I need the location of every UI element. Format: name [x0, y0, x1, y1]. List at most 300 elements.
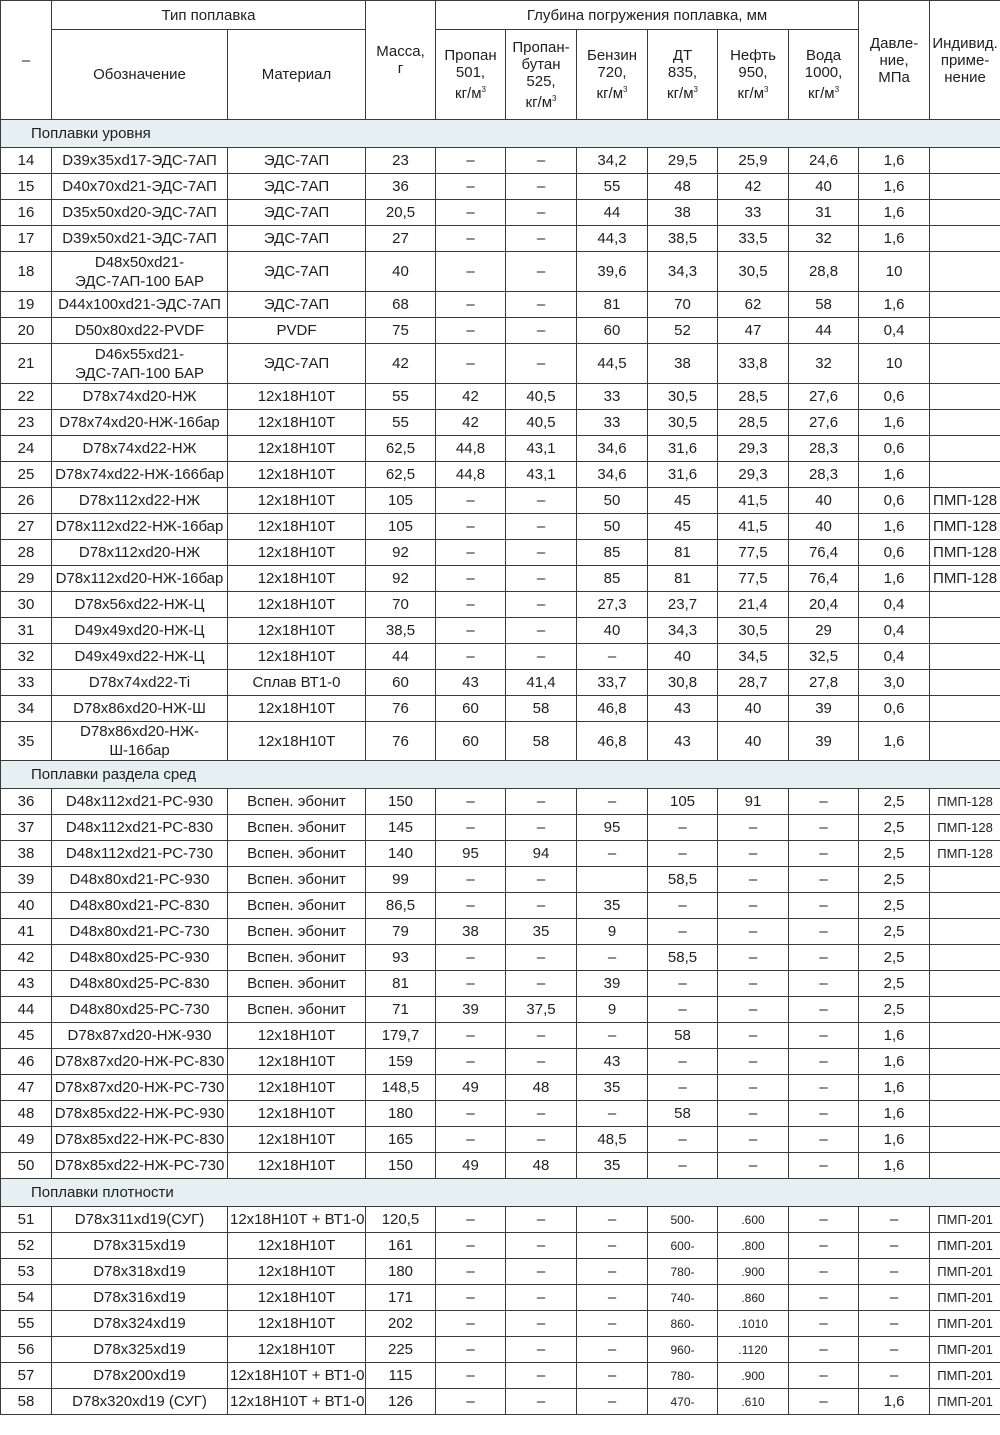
pressure-value: –	[859, 1207, 930, 1233]
row-number: 57	[1, 1363, 52, 1389]
depth-oil: 29,3	[718, 436, 789, 462]
table-header	[1, 1, 1000, 120]
float-material: 12х18Н10Т	[228, 1233, 366, 1259]
depth-propane: 44,8	[436, 462, 506, 488]
depth-gasoline: –	[577, 1207, 648, 1233]
pressure-value: 1,6	[859, 1101, 930, 1127]
depth-oil: 21,4	[718, 592, 789, 618]
individual-use	[930, 867, 1000, 893]
section-row	[1, 1179, 1000, 1207]
depth-gasoline: –	[577, 1023, 648, 1049]
depth-diesel: –	[648, 1153, 718, 1179]
depth-oil: –	[718, 1101, 789, 1127]
depth-oil: –	[718, 1023, 789, 1049]
depth-oil: 40	[718, 722, 789, 761]
float-mass: 55	[366, 410, 436, 436]
depth-propane: 39	[436, 997, 506, 1023]
table-row	[1, 1337, 1000, 1363]
header-individual-use: Индивид. приме- нение	[930, 1, 1000, 120]
section-title: Поплавки раздела сред	[1, 761, 1000, 789]
depth-propane-butane: –	[506, 514, 577, 540]
float-designation: D49x49xd22-НЖ-Ц	[52, 644, 228, 670]
depth-gasoline: –	[577, 1233, 648, 1259]
depth-diesel: 780-	[648, 1259, 718, 1285]
row-number: 21	[1, 344, 52, 384]
individual-use	[930, 1049, 1000, 1075]
depth-diesel: 38	[648, 200, 718, 226]
depth-oil: 41,5	[718, 514, 789, 540]
depth-propane: –	[436, 971, 506, 997]
table-row	[1, 867, 1000, 893]
pressure-value: –	[859, 1363, 930, 1389]
float-material: 12х18Н10Т	[228, 514, 366, 540]
row-number: 18	[1, 252, 52, 292]
float-designation: D40x70xd21-ЭДС-7АП	[52, 174, 228, 200]
float-designation: D78x85xd22-НЖ-РС-930	[52, 1101, 228, 1127]
depth-diesel: 740-	[648, 1285, 718, 1311]
depth-propane: –	[436, 867, 506, 893]
float-material: 12х18Н10Т	[228, 1311, 366, 1337]
depth-water: 27,8	[789, 670, 859, 696]
depth-propane: 44,8	[436, 436, 506, 462]
float-material: 12х18Н10Т	[228, 1153, 366, 1179]
depth-propane-butane: 58	[506, 722, 577, 761]
depth-diesel: –	[648, 841, 718, 867]
depth-propane-butane: –	[506, 1337, 577, 1363]
depth-water: –	[789, 1233, 859, 1259]
float-designation: D78x112xd20-НЖ	[52, 540, 228, 566]
depth-propane-butane: –	[506, 1233, 577, 1259]
pressure-value: 1,6	[859, 722, 930, 761]
float-designation: D78x311xd19(СУГ)	[52, 1207, 228, 1233]
depth-gasoline: 34,6	[577, 462, 648, 488]
row-number: 51	[1, 1207, 52, 1233]
float-material: 12х18Н10Т + ВТ1-0	[228, 1363, 366, 1389]
float-mass: 115	[366, 1363, 436, 1389]
row-number: 33	[1, 670, 52, 696]
depth-oil: 25,9	[718, 148, 789, 174]
depth-propane-butane: –	[506, 174, 577, 200]
table-row	[1, 540, 1000, 566]
float-mass: 140	[366, 841, 436, 867]
depth-propane-butane: –	[506, 318, 577, 344]
float-mass: 38,5	[366, 618, 436, 644]
float-material: 12х18Н10Т	[228, 592, 366, 618]
depth-water: –	[789, 841, 859, 867]
row-number: 44	[1, 997, 52, 1023]
table-row	[1, 292, 1000, 318]
depth-propane-butane: 48	[506, 1075, 577, 1101]
table-row	[1, 841, 1000, 867]
pressure-value: 1,6	[859, 1023, 930, 1049]
table-row	[1, 1285, 1000, 1311]
float-mass: 60	[366, 670, 436, 696]
float-material: 12х18Н10Т	[228, 1101, 366, 1127]
float-mass: 180	[366, 1101, 436, 1127]
depth-diesel: 43	[648, 722, 718, 761]
depth-propane: 60	[436, 722, 506, 761]
depth-propane-butane: –	[506, 971, 577, 997]
depth-diesel: 31,6	[648, 436, 718, 462]
float-mass: 171	[366, 1285, 436, 1311]
float-designation: D48x112xd21-РС-830	[52, 815, 228, 841]
depth-water: 27,6	[789, 410, 859, 436]
float-designation: D50x80xd22-PVDF	[52, 318, 228, 344]
depth-oil: 77,5	[718, 566, 789, 592]
depth-gasoline: 27,3	[577, 592, 648, 618]
individual-use: ПМП-201	[930, 1363, 1000, 1389]
table-row	[1, 462, 1000, 488]
table-row	[1, 1023, 1000, 1049]
depth-water: –	[789, 1075, 859, 1101]
float-mass: 105	[366, 514, 436, 540]
float-mass: 71	[366, 997, 436, 1023]
header-oil: Нефть 950, $кг/м^3$	[718, 30, 789, 120]
depth-oil: –	[718, 1127, 789, 1153]
depth-propane: –	[436, 1363, 506, 1389]
depth-gasoline: –	[577, 789, 648, 815]
depth-water: –	[789, 1127, 859, 1153]
table-row	[1, 722, 1000, 761]
table-row	[1, 1233, 1000, 1259]
individual-use	[930, 200, 1000, 226]
table-row	[1, 1127, 1000, 1153]
depth-oil: –	[718, 867, 789, 893]
depth-oil: .1120	[718, 1337, 789, 1363]
individual-use	[930, 436, 1000, 462]
depth-oil: 30,5	[718, 252, 789, 292]
pressure-value: 1,6	[859, 1153, 930, 1179]
float-designation: D48x80xd21-РС-930	[52, 867, 228, 893]
depth-diesel: 58	[648, 1101, 718, 1127]
table-row	[1, 1075, 1000, 1101]
depth-diesel: –	[648, 815, 718, 841]
table-row	[1, 997, 1000, 1023]
individual-use: ПМП-128	[930, 789, 1000, 815]
individual-use	[930, 971, 1000, 997]
table-row	[1, 410, 1000, 436]
depth-diesel: 38	[648, 344, 718, 384]
row-number: 42	[1, 945, 52, 971]
depth-diesel: 38,5	[648, 226, 718, 252]
table-row	[1, 384, 1000, 410]
depth-water: 76,4	[789, 566, 859, 592]
float-mass: 70	[366, 592, 436, 618]
row-number: 47	[1, 1075, 52, 1101]
depth-diesel: 34,3	[648, 252, 718, 292]
pressure-value: 3,0	[859, 670, 930, 696]
depth-gasoline: 48,5	[577, 1127, 648, 1153]
header-propane: Пропан 501, $кг/м^3$	[436, 30, 506, 120]
float-mass: 150	[366, 789, 436, 815]
float-mass: 62,5	[366, 436, 436, 462]
pressure-value: 1,6	[859, 1389, 930, 1415]
float-material: Вспен. эбонит	[228, 945, 366, 971]
depth-water: –	[789, 945, 859, 971]
depth-propane-butane: –	[506, 344, 577, 384]
row-number: 54	[1, 1285, 52, 1311]
float-mass: 161	[366, 1233, 436, 1259]
depth-gasoline: 95	[577, 815, 648, 841]
depth-diesel: –	[648, 919, 718, 945]
row-number: 17	[1, 226, 52, 252]
depth-water: 28,8	[789, 252, 859, 292]
pressure-value: 1,6	[859, 1049, 930, 1075]
row-number: 22	[1, 384, 52, 410]
float-designation: D78x86xd20-НЖ-Ш	[52, 696, 228, 722]
float-designation: D78x320xd19 (СУГ)	[52, 1389, 228, 1415]
float-designation: D78x86xd20-НЖ-Ш-16бар	[52, 722, 228, 761]
depth-propane-butane: –	[506, 1023, 577, 1049]
header-material: Материал	[228, 30, 366, 120]
float-material: 12х18Н10Т	[228, 462, 366, 488]
depth-diesel: 600-	[648, 1233, 718, 1259]
depth-diesel: 500-	[648, 1207, 718, 1233]
individual-use: ПМП-201	[930, 1337, 1000, 1363]
depth-propane-butane: –	[506, 1285, 577, 1311]
individual-use	[930, 1101, 1000, 1127]
depth-gasoline: 33	[577, 410, 648, 436]
float-designation: D78x85xd22-НЖ-РС-830	[52, 1127, 228, 1153]
individual-use	[930, 893, 1000, 919]
table-row	[1, 618, 1000, 644]
table-row	[1, 1259, 1000, 1285]
float-designation: D78x87xd20-НЖ-930	[52, 1023, 228, 1049]
depth-water: –	[789, 997, 859, 1023]
individual-use	[930, 592, 1000, 618]
table-row	[1, 919, 1000, 945]
depth-propane: –	[436, 174, 506, 200]
header-number: –	[1, 1, 52, 120]
depth-water: 76,4	[789, 540, 859, 566]
depth-water: 29	[789, 618, 859, 644]
section-title: Поплавки плотности	[1, 1179, 1000, 1207]
depth-gasoline: 46,8	[577, 722, 648, 761]
depth-diesel: 45	[648, 514, 718, 540]
pressure-value: 10	[859, 252, 930, 292]
pressure-value: 0,6	[859, 488, 930, 514]
depth-propane: –	[436, 1389, 506, 1415]
float-material: ЭДС-7АП	[228, 292, 366, 318]
pressure-value: 1,6	[859, 514, 930, 540]
depth-propane: –	[436, 1207, 506, 1233]
depth-water: 32	[789, 344, 859, 384]
table-row	[1, 344, 1000, 384]
depth-propane: 49	[436, 1075, 506, 1101]
depth-gasoline: 35	[577, 1153, 648, 1179]
header-designation: Обозначение	[52, 30, 228, 120]
depth-propane-butane: –	[506, 540, 577, 566]
depth-water: –	[789, 1389, 859, 1415]
pressure-value: 1,6	[859, 174, 930, 200]
depth-gasoline: 81	[577, 292, 648, 318]
depth-oil: –	[718, 1153, 789, 1179]
depth-propane: –	[436, 252, 506, 292]
individual-use	[930, 670, 1000, 696]
pressure-value: 2,5	[859, 841, 930, 867]
pressure-value: 2,5	[859, 867, 930, 893]
depth-oil: .800	[718, 1233, 789, 1259]
float-mass: 225	[366, 1337, 436, 1363]
float-material: Вспен. эбонит	[228, 893, 366, 919]
depth-propane-butane: –	[506, 618, 577, 644]
individual-use	[930, 1075, 1000, 1101]
float-mass: 148,5	[366, 1075, 436, 1101]
depth-propane: –	[436, 1285, 506, 1311]
individual-use	[930, 344, 1000, 384]
depth-gasoline: –	[577, 1389, 648, 1415]
individual-use	[930, 945, 1000, 971]
depth-diesel: –	[648, 1049, 718, 1075]
depth-diesel: –	[648, 1075, 718, 1101]
float-designation: D78x324xd19	[52, 1311, 228, 1337]
depth-gasoline: 43	[577, 1049, 648, 1075]
depth-gasoline: 35	[577, 893, 648, 919]
depth-gasoline: –	[577, 841, 648, 867]
table-row	[1, 1311, 1000, 1337]
pressure-value: 2,5	[859, 945, 930, 971]
depth-gasoline: 33	[577, 384, 648, 410]
individual-use	[930, 252, 1000, 292]
depth-propane-butane: –	[506, 1127, 577, 1153]
float-designation: D78x74xd20-НЖ-16бар	[52, 410, 228, 436]
depth-oil: .900	[718, 1363, 789, 1389]
section-row	[1, 761, 1000, 789]
depth-oil: –	[718, 815, 789, 841]
depth-water: –	[789, 815, 859, 841]
depth-propane-butane: 35	[506, 919, 577, 945]
depth-diesel: 30,8	[648, 670, 718, 696]
header-mass: Масса, г	[366, 1, 436, 120]
depth-propane-butane: –	[506, 893, 577, 919]
depth-water: 28,3	[789, 436, 859, 462]
float-material: 12х18Н10Т	[228, 540, 366, 566]
depth-propane: –	[436, 1233, 506, 1259]
pressure-value: 2,5	[859, 997, 930, 1023]
float-material: 12х18Н10Т	[228, 1127, 366, 1153]
row-number: 25	[1, 462, 52, 488]
depth-propane-butane: –	[506, 292, 577, 318]
individual-use: ПМП-128	[930, 815, 1000, 841]
float-mass: 93	[366, 945, 436, 971]
depth-water: –	[789, 919, 859, 945]
depth-oil: 30,5	[718, 618, 789, 644]
float-mass: 81	[366, 971, 436, 997]
depth-gasoline: –	[577, 1311, 648, 1337]
table-row	[1, 226, 1000, 252]
depth-oil: –	[718, 893, 789, 919]
individual-use: ПМП-128	[930, 514, 1000, 540]
depth-gasoline: –	[577, 1101, 648, 1127]
pressure-value: 1,6	[859, 292, 930, 318]
header-immersion-depth: Глубина погружения поплавка, мм	[436, 1, 859, 30]
individual-use: ПМП-201	[930, 1311, 1000, 1337]
row-number: 36	[1, 789, 52, 815]
table-row	[1, 670, 1000, 696]
depth-propane-butane: 94	[506, 841, 577, 867]
depth-gasoline: 9	[577, 997, 648, 1023]
row-number: 41	[1, 919, 52, 945]
depth-gasoline: 34,6	[577, 436, 648, 462]
float-material: 12х18Н10Т	[228, 384, 366, 410]
float-designation: D35x50xd20-ЭДС-7АП	[52, 200, 228, 226]
depth-water: 27,6	[789, 384, 859, 410]
depth-oil: .600	[718, 1207, 789, 1233]
table-row	[1, 971, 1000, 997]
individual-use	[930, 1127, 1000, 1153]
depth-oil: 33,8	[718, 344, 789, 384]
depth-diesel: –	[648, 997, 718, 1023]
row-number: 20	[1, 318, 52, 344]
float-material: 12х18Н10Т	[228, 1337, 366, 1363]
depth-diesel: 780-	[648, 1363, 718, 1389]
depth-propane: 95	[436, 841, 506, 867]
table-row	[1, 1049, 1000, 1075]
depth-diesel: 58	[648, 1023, 718, 1049]
float-designation: D78x56xd22-НЖ-Ц	[52, 592, 228, 618]
depth-water: 40	[789, 488, 859, 514]
pressure-value: –	[859, 1259, 930, 1285]
row-number: 50	[1, 1153, 52, 1179]
depth-water: –	[789, 1285, 859, 1311]
float-material: Вспен. эбонит	[228, 841, 366, 867]
depth-propane-butane: –	[506, 200, 577, 226]
depth-gasoline: 44,5	[577, 344, 648, 384]
depth-oil: 28,7	[718, 670, 789, 696]
individual-use: ПМП-201	[930, 1389, 1000, 1415]
depth-propane: –	[436, 893, 506, 919]
depth-oil: .610	[718, 1389, 789, 1415]
depth-propane-butane: –	[506, 867, 577, 893]
depth-oil: 40	[718, 696, 789, 722]
depth-diesel: 70	[648, 292, 718, 318]
pressure-value: 0,4	[859, 592, 930, 618]
table-row	[1, 318, 1000, 344]
float-designation: D48x80xd21-РС-830	[52, 893, 228, 919]
row-number: 38	[1, 841, 52, 867]
float-designation: D48x112xd21-РС-730	[52, 841, 228, 867]
depth-water: –	[789, 971, 859, 997]
depth-propane-butane: –	[506, 945, 577, 971]
depth-diesel: 34,3	[648, 618, 718, 644]
depth-oil: 41,5	[718, 488, 789, 514]
header-water: Вода 1000, $кг/м^3$	[789, 30, 859, 120]
pressure-value: 1,6	[859, 410, 930, 436]
depth-propane: –	[436, 1311, 506, 1337]
float-mass: 62,5	[366, 462, 436, 488]
depth-gasoline: –	[577, 644, 648, 670]
depth-propane-butane: –	[506, 566, 577, 592]
float-designation: D78x318xd19	[52, 1259, 228, 1285]
row-number: 43	[1, 971, 52, 997]
depth-oil: 34,5	[718, 644, 789, 670]
float-designation: D78x315xd19	[52, 1233, 228, 1259]
depth-propane: –	[436, 1101, 506, 1127]
depth-propane: –	[436, 592, 506, 618]
depth-water: –	[789, 1363, 859, 1389]
depth-oil: –	[718, 919, 789, 945]
row-number: 30	[1, 592, 52, 618]
float-designation: D48x112xd21-РС-930	[52, 789, 228, 815]
float-designation: D48x80xd25-РС-730	[52, 997, 228, 1023]
float-material: 12х18Н10Т	[228, 1285, 366, 1311]
depth-water: 39	[789, 696, 859, 722]
depth-propane-butane: 40,5	[506, 410, 577, 436]
table-row	[1, 1101, 1000, 1127]
depth-propane-butane: –	[506, 789, 577, 815]
depth-water: 40	[789, 174, 859, 200]
float-mass: 179,7	[366, 1023, 436, 1049]
